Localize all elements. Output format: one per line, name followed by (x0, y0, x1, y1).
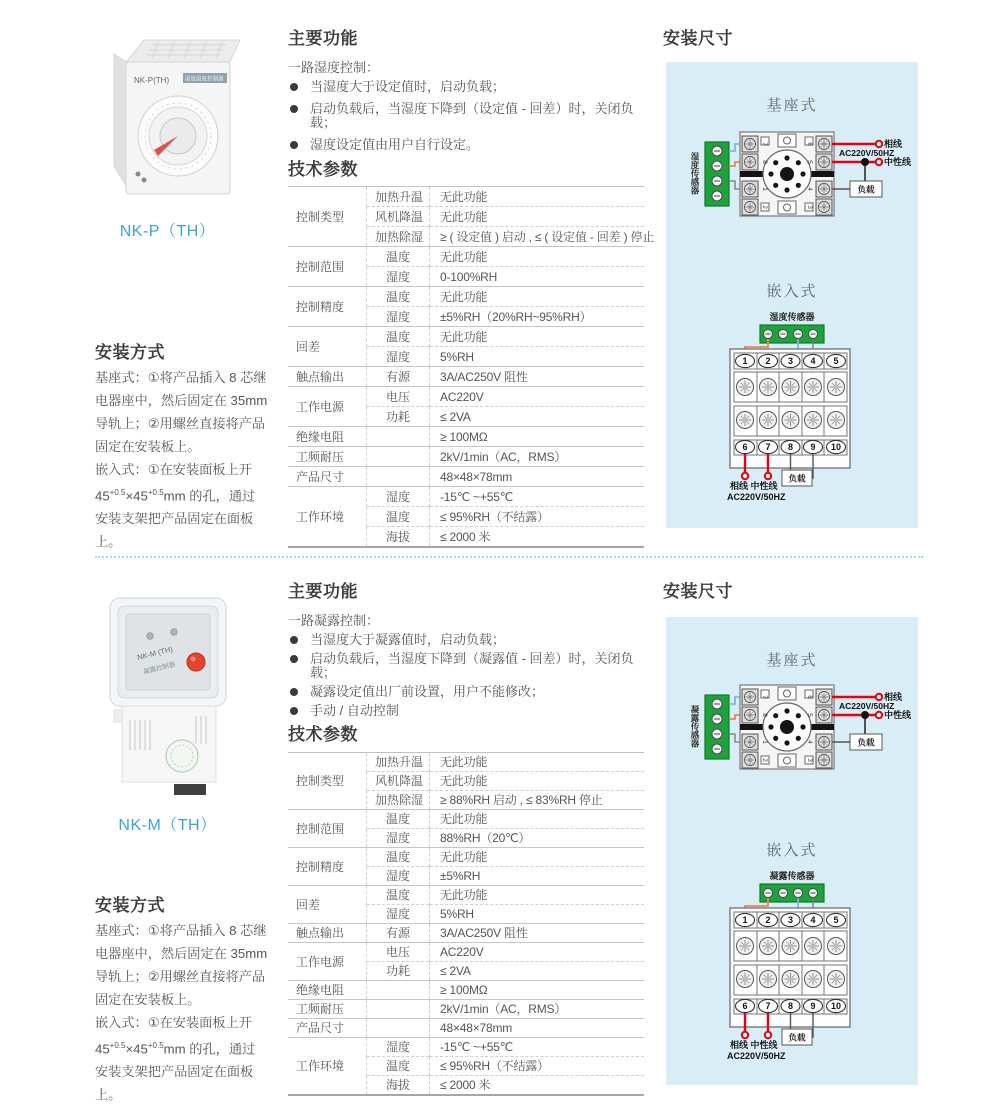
spec-value: 0-100%RH (430, 267, 645, 287)
specs-table (288, 752, 644, 1096)
spec-sub: 温度 (367, 886, 430, 905)
spec-row (288, 943, 644, 962)
specs-title: 技术参数 (288, 160, 358, 179)
install-text (95, 919, 277, 1106)
spec-category: 工作环境 (288, 1038, 367, 1096)
flush-mount-label: 嵌入式 (766, 283, 818, 300)
spec-sub: 加热除湿 (367, 227, 430, 247)
spec-row (288, 447, 644, 467)
spec-sub: 有源 (367, 924, 430, 943)
sensor-label: 凝露传感器 (690, 705, 700, 748)
specs-title: 技术参数 (288, 725, 358, 744)
svg-text:7: 7 (761, 695, 768, 699)
svg-text:6: 6 (806, 695, 813, 699)
spec-sub: 温度 (367, 848, 430, 867)
svg-text:3: 3 (787, 915, 794, 925)
spec-category: 工频耐压 (288, 1000, 367, 1019)
spec-category: 回差 (288, 327, 367, 367)
spec-sub: 风机降温 (367, 772, 430, 791)
features-title: 主要功能 (288, 582, 358, 601)
spec-value: ≥ ( 设定值 ) 启动 , ≤ ( 设定值 - 回差 ) 停止 (430, 227, 645, 247)
spec-row (288, 247, 644, 267)
feature-item: 手动 / 自动控制 (288, 704, 655, 718)
flush-power-label: 相线 中性线 (730, 481, 778, 491)
spec-value: ≤ 95%RH（不结露） (430, 1057, 645, 1076)
spec-category: 触点输出 (288, 924, 367, 943)
spec-row (288, 981, 644, 1000)
spec-category: 控制范围 (288, 247, 367, 287)
spec-value: -15℃ ~+55℃ (430, 1038, 645, 1057)
product-name: NK-M（TH） (118, 817, 217, 834)
spec-value: ≤ 2000 米 (430, 527, 645, 548)
spec-value: 无此功能 (430, 810, 645, 829)
spec-row (288, 1019, 644, 1038)
svg-text:5: 5 (806, 713, 813, 717)
svg-text:10: 10 (830, 442, 842, 452)
spec-category: 控制精度 (288, 848, 367, 886)
svg-text:5: 5 (833, 915, 839, 925)
svg-text:7: 7 (765, 442, 771, 452)
feature-item: 当湿度大于凝露值时，启动负载； (288, 633, 655, 647)
svg-text:1: 1 (761, 740, 768, 744)
spec-row (288, 810, 644, 829)
spec-sub: 湿度 (367, 867, 430, 886)
spec-category: 工频耐压 (288, 447, 367, 467)
spec-value: ≥ 88%RH 启动 , ≤ 83%RH 停止 (430, 791, 645, 810)
voltage-label: AC220V/50HZ (839, 148, 895, 158)
svg-text:1: 1 (761, 187, 768, 191)
red-button (187, 653, 205, 671)
spec-sub: 电压 (367, 387, 430, 407)
spec-sub: 功耗 (367, 962, 430, 981)
spec-sub: 温度 (367, 287, 430, 307)
spec-value: 2kV/1min（AC，RMS） (430, 1000, 645, 1019)
spec-value: ±5%RH (430, 867, 645, 886)
load-label: 负载 (788, 473, 806, 484)
spec-category: 产品尺寸 (288, 1019, 367, 1038)
spec-value: 3A/AC250V 阻性 (430, 924, 645, 943)
flush-mount-diagram (672, 865, 912, 1061)
flush-voltage-label: AC220V/50HZ (727, 492, 786, 502)
spec-sub: 海拔 (367, 527, 430, 548)
spec-sub: 湿度 (367, 267, 430, 287)
spec-category: 控制类型 (296, 209, 345, 224)
connector (174, 784, 206, 795)
features-list (288, 80, 655, 160)
spec-value: ≤ 2VA (430, 962, 645, 981)
svg-text:3: 3 (806, 205, 813, 209)
svg-text:8: 8 (787, 1001, 794, 1011)
base-mount-label: 基座式 (766, 652, 818, 669)
spec-value: 5%RH (430, 347, 645, 367)
svg-text:7: 7 (761, 142, 768, 146)
svg-text:4: 4 (806, 740, 813, 744)
load-label: 负载 (857, 737, 875, 748)
spec-value: ≤ 2VA (430, 407, 645, 427)
product-photo-nkp (86, 24, 246, 202)
svg-text:6: 6 (806, 142, 813, 146)
install-para2: 嵌入式：①在安装面板上开 $45^{+0.5}\times 45^{+0.5}mm$ 的孔，通过 安装支架把产品固定在面板上。 (95, 1015, 256, 1103)
svg-text:5: 5 (833, 356, 839, 366)
dims-title: 安装尺寸 (663, 29, 733, 48)
device-sub-text: 凝露控制器 (142, 661, 177, 676)
device-model-text: NK-P(TH) (134, 76, 170, 85)
svg-text:8: 8 (761, 160, 768, 164)
indicator-led (147, 633, 153, 639)
sensor-label: 湿度传感器 (769, 312, 815, 322)
spec-category: 产品尺寸 (288, 467, 367, 487)
spec-value: 无此功能 (430, 772, 645, 791)
spec-sub: 湿度 (367, 829, 430, 848)
svg-text:10: 10 (830, 1001, 842, 1011)
svg-text:4: 4 (810, 356, 816, 366)
spec-sub: 温度 (367, 810, 430, 829)
spec-sub (367, 427, 430, 447)
install-text (95, 366, 277, 553)
flush-power-label: 相线 中性线 (730, 1040, 778, 1050)
spec-row (288, 427, 644, 447)
svg-text:2: 2 (765, 915, 771, 925)
section-divider (95, 556, 923, 558)
svg-text:6: 6 (742, 1001, 748, 1011)
svg-text:3: 3 (787, 356, 794, 366)
spec-sub: 湿度 (367, 487, 430, 507)
svg-text:8: 8 (787, 442, 794, 452)
features-intro: 一路湿度控制： (288, 60, 380, 75)
sensor-label: 湿度传感器 (690, 152, 700, 195)
svg-text:4: 4 (806, 187, 813, 191)
svg-text:9: 9 (810, 1001, 816, 1011)
spec-value: ≤ 2000 米 (430, 1076, 645, 1096)
spec-sub (367, 1019, 430, 1038)
indicator-led (171, 629, 177, 635)
sensor-label: 凝露传感器 (769, 871, 815, 881)
spec-row (288, 287, 644, 307)
spec-sub: 有源 (367, 367, 430, 387)
spec-sub: 温度 (367, 507, 430, 527)
install-para1: 基座式：①将产品插入 8 芯继电器座中，然后固定在 35mm 导轨上；②用螺丝直接将产品固定在安装板上。 (95, 370, 268, 454)
features-list (288, 633, 655, 723)
load-label: 负载 (788, 1032, 806, 1043)
device-banner-text: 湿度温度控制器 (185, 76, 224, 83)
spec-row (288, 187, 644, 207)
neutral-label: 中性线 (884, 157, 912, 167)
base-mount-label: 基座式 (766, 97, 818, 114)
phase-label: 相线 (884, 692, 903, 702)
spec-value: ≥ 100MΩ (430, 427, 645, 447)
spec-value: AC220V (430, 387, 645, 407)
feature-item: 启动负载后，当湿度下降到（凝露值 - 回差）时，关闭负载； (288, 652, 655, 680)
voltage-label: AC220V/50HZ (839, 701, 895, 711)
spec-row (288, 924, 644, 943)
spec-value: ≥ 100MΩ (430, 981, 645, 1000)
spec-row (288, 1000, 644, 1019)
spec-category: 控制精度 (288, 287, 367, 327)
spec-row (288, 848, 644, 867)
spec-row (288, 487, 644, 507)
spec-value: 无此功能 (430, 848, 645, 867)
neutral-label: 中性线 (884, 710, 912, 720)
spec-value: 无此功能 (430, 753, 645, 772)
spec-category: 控制类型 (296, 774, 345, 788)
spec-sub: 功耗 (367, 407, 430, 427)
dims-title: 安装尺寸 (663, 582, 733, 601)
spec-sub (367, 981, 430, 1000)
spec-value: 48×48×78mm (430, 1019, 645, 1038)
spec-sub: 温度 (367, 327, 430, 347)
spec-row (288, 1038, 644, 1057)
base-mount-diagram (672, 677, 912, 797)
spec-category: 工作电源 (288, 387, 367, 427)
spec-category: 触点输出 (288, 367, 367, 387)
svg-text:2: 2 (761, 758, 768, 762)
spec-category: 工作电源 (288, 943, 367, 981)
spec-value: 无此功能 (430, 247, 645, 267)
spec-value: -15℃ ~+55℃ (430, 487, 645, 507)
spec-sub (367, 467, 430, 487)
spec-sub: 加热升温 (367, 753, 430, 772)
spec-category: 控制范围 (288, 810, 367, 848)
spec-row (288, 753, 644, 772)
spec-category: 绝缘电阻 (288, 981, 367, 1000)
svg-text:7: 7 (765, 1001, 771, 1011)
svg-text:6: 6 (742, 442, 748, 452)
flush-voltage-label: AC220V/50HZ (727, 1051, 786, 1061)
spec-sub: 温度 (367, 247, 430, 267)
spec-sub (367, 447, 430, 467)
spec-value: 无此功能 (430, 886, 645, 905)
svg-text:4: 4 (810, 915, 816, 925)
spec-value: 无此功能 (430, 207, 645, 227)
feature-item: 凝露设定值出厂前设置，用户不能修改； (288, 685, 655, 699)
spec-row (288, 467, 644, 487)
feature-item: 启动负载后，当湿度下降到（设定值 - 回差）时，关闭负载； (288, 102, 655, 130)
spec-value: 48×48×78mm (430, 467, 645, 487)
spec-row (288, 886, 644, 905)
spec-sub: 加热除湿 (367, 791, 430, 810)
spec-row (288, 367, 644, 387)
device-model-text: NK-M (TH) (136, 644, 174, 662)
product-name: NK-P（TH） (119, 223, 216, 240)
install-title: 安装方式 (95, 343, 165, 362)
dims-panel (666, 62, 918, 528)
svg-text:3: 3 (806, 758, 813, 762)
spec-sub: 电压 (367, 943, 430, 962)
feature-item: 湿度设定值由用户自行设定。 (288, 138, 655, 152)
spec-category: 回差 (288, 886, 367, 924)
spec-value: 2kV/1min（AC，RMS） (430, 447, 645, 467)
spec-sub (367, 1000, 430, 1019)
product-photo-nkm (92, 592, 242, 804)
svg-text:5: 5 (806, 160, 813, 164)
spec-category: 绝缘电阻 (288, 427, 367, 447)
spec-sub: 风机降温 (367, 207, 430, 227)
install-title: 安装方式 (95, 896, 165, 915)
spec-category: 工作环境 (288, 487, 367, 548)
spec-row (288, 387, 644, 407)
svg-text:1: 1 (742, 915, 748, 925)
spec-value: 88%RH（20℃） (430, 829, 645, 848)
specs-table (288, 186, 655, 548)
spec-sub: 加热升温 (367, 187, 430, 207)
feature-item: 当湿度大于设定值时，启动负载； (288, 80, 655, 94)
spec-sub: 温度 (367, 1057, 430, 1076)
load-label: 负载 (857, 184, 875, 195)
install-para2: 嵌入式：①在安装面板上开 $45^{+0.5}\times 45^{+0.5}mm$ 的孔，通过 安装支架把产品固定在面板上。 (95, 462, 256, 550)
svg-text:9: 9 (810, 442, 816, 452)
features-title: 主要功能 (288, 29, 358, 48)
spec-value: 无此功能 (430, 287, 645, 307)
features-intro: 一路凝露控制： (288, 613, 380, 628)
spec-value: 3A/AC250V 阻性 (430, 367, 645, 387)
spec-value: AC220V (430, 943, 645, 962)
flush-mount-diagram (672, 306, 912, 502)
dims-panel (666, 617, 918, 1085)
spec-value: 5%RH (430, 905, 645, 924)
spec-value: 无此功能 (430, 187, 645, 207)
spec-value: ≤ 95%RH（不结露） (430, 507, 645, 527)
svg-text:2: 2 (761, 205, 768, 209)
svg-text:2: 2 (765, 356, 771, 366)
phase-label: 相线 (884, 139, 903, 149)
spec-sub: 湿度 (367, 347, 430, 367)
spec-value: ±5%RH（20%RH~95%RH） (430, 307, 645, 327)
flush-mount-label: 嵌入式 (766, 842, 818, 859)
spec-value: 无此功能 (430, 327, 645, 347)
spec-row (288, 327, 644, 347)
spec-sub: 湿度 (367, 307, 430, 327)
svg-text:1: 1 (742, 356, 748, 366)
spec-sub: 湿度 (367, 905, 430, 924)
spec-sub: 湿度 (367, 1038, 430, 1057)
svg-text:8: 8 (761, 713, 768, 717)
base-mount-diagram (672, 124, 912, 244)
spec-sub: 海拔 (367, 1076, 430, 1096)
install-para1: 基座式：①将产品插入 8 芯继电器座中，然后固定在 35mm 导轨上；②用螺丝直接将产品固定在安装板上。 (95, 923, 268, 1007)
